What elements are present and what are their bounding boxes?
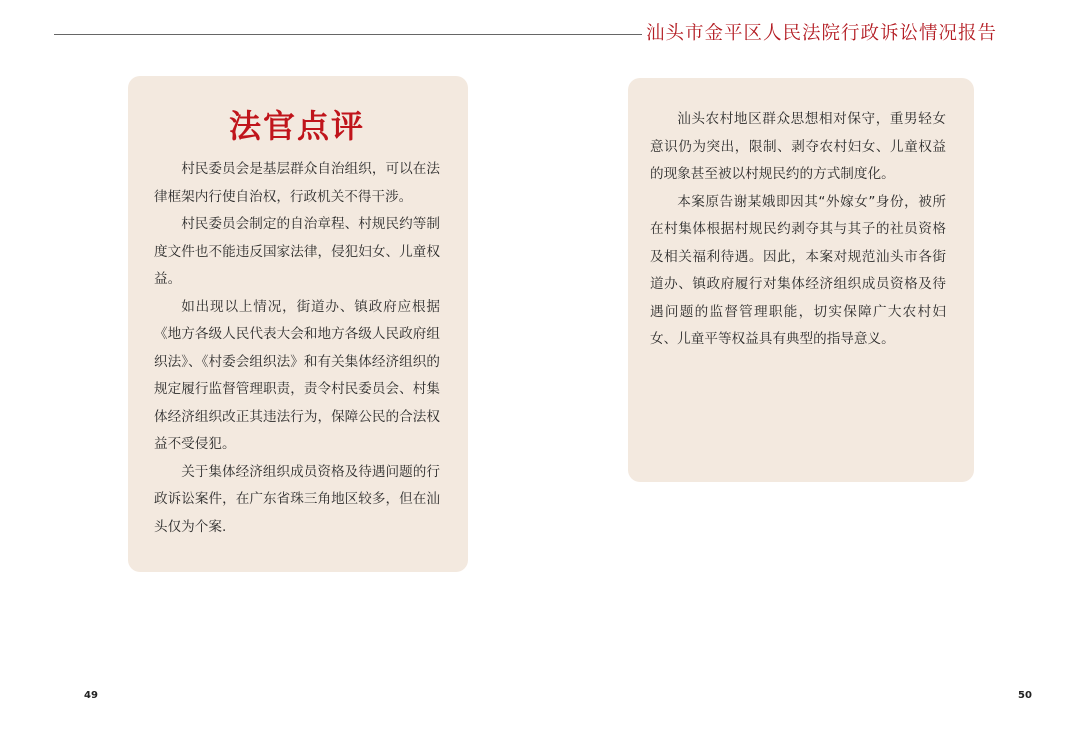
left-paragraph-2: 村民委员会制定的自治章程、村规民约等制度文件也不能违反国家法律，侵犯妇女、儿童权益。 — [154, 216, 440, 287]
header-rule — [54, 34, 642, 35]
left-paragraph-3: 如出现以上情况，街道办、镇政府应根据《地方各级人民代表大会和地方各级人民政府组织法》、《村委会组织法》和有关集体经济组织的规定履行监督管理职责，责令村民委员会、村集体经济组织改正其违法行为，保障公民的合法权益不受侵犯。 — [154, 298, 440, 452]
right-paragraph-1: 汕头农村地区群众思想相对保守，重男轻女意识仍为突出，限制、剥夺农村妇女、儿童权益的现象甚至被以村规民约的方式制度化。 — [650, 111, 946, 182]
right-paragraph-2: 本案原告谢某娥即因其“外嫁女”身份，被所在村集体根据村规民约剥夺其与其子的社员资格及相关福利待遇。因此，本案对规范汕头市各街道办、镇政府履行对集体经济组织成员资格及待遇问题的监督管理职能，切实保障广大农村妇女、儿童平等权益具有典型的指导意义。 — [650, 193, 946, 347]
page-number-right: 50 — [1018, 690, 1032, 701]
case-significance-card — [628, 78, 974, 482]
judge-comment-title: 法官点评 — [228, 107, 365, 145]
page-number-left: 49 — [84, 690, 98, 701]
judge-comment-card — [128, 76, 468, 572]
running-header-title: 汕头市金平区人民法院行政诉讼情况报告 — [646, 23, 998, 44]
left-paragraph-1: 村民委员会是基层群众自治组织，可以在法律框架内行使自治权，行政机关不得干涉。 — [154, 161, 440, 205]
left-paragraph-4: 关于集体经济组织成员资格及待遇问题的行政诉讼案件，在广东省珠三角地区较多，但在汕头仅为个案. — [154, 463, 440, 535]
